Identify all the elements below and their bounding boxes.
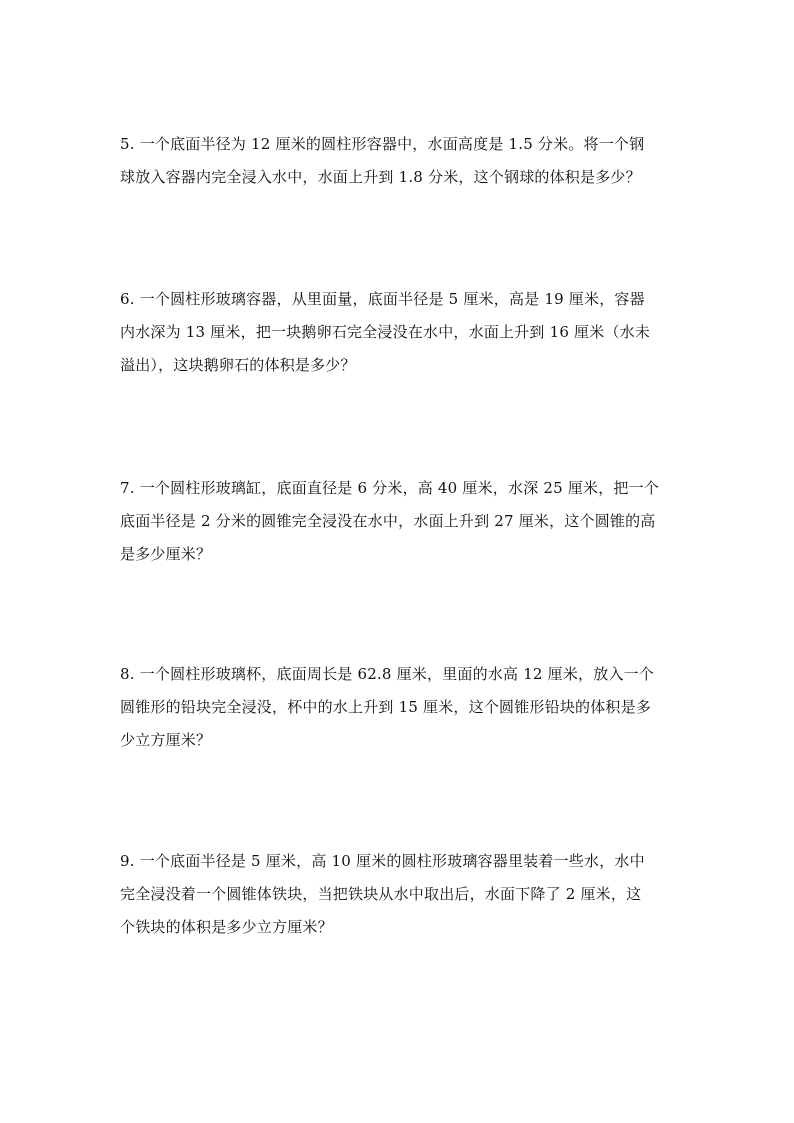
question-6-line-1: 6. 一个圆柱形玻璃容器，从里面量，底面半径是 5 厘米，高是 19 厘米，容器 <box>120 290 645 308</box>
question-9 <box>120 845 680 944</box>
question-6 <box>120 283 680 382</box>
question-8 <box>120 658 680 757</box>
question-7-line-2: 底面半径是 2 分米的圆锥完全浸没在水中，水面上升到 27 厘米，这个圆锥的高 <box>120 512 656 530</box>
question-5-line-2: 球放入容器内完全浸入水中，水面上升到 1.8 分米，这个钢球的体积是多少？ <box>120 168 641 186</box>
question-9-line-2: 完全浸没着一个圆锥体铁块，当把铁块从水中取出后，水面下降了 2 厘米，这 <box>120 885 642 903</box>
question-7-line-3: 是多少厘米？ <box>120 545 212 563</box>
question-9-line-3: 个铁块的体积是多少立方厘米？ <box>120 918 333 936</box>
question-9-number: 9. <box>120 852 135 870</box>
question-8-line-3: 少立方厘米？ <box>120 731 212 749</box>
question-7 <box>120 472 680 571</box>
question-8-line-1: 8. 一个圆柱形玻璃杯，底面周长是 62.8 厘米，里面的水高 12 厘米，放入一个 <box>120 665 655 683</box>
question-6-line-3: 溢出），这块鹅卵石的体积是多少？ <box>120 356 356 374</box>
question-9-line-1: 9. 一个底面半径是 5 厘米，高 10 厘米的圆柱形玻璃容器里装着一些水，水中 <box>120 852 645 870</box>
question-8-line-2: 圆锥形的铅块完全浸没，杯中的水上升到 15 厘米，这个圆锥形铅块的体积是多 <box>120 698 652 716</box>
question-6-number: 6. <box>120 290 135 308</box>
question-5-number: 5. <box>120 135 135 153</box>
question-7-number: 7. <box>120 479 135 497</box>
question-7-line-1: 7. 一个圆柱形玻璃缸，底面直径是 6 分米，高 40 厘米，水深 25 厘米，把一个 <box>120 479 660 497</box>
question-5-line-1: 5. 一个底面半径为 12 厘米的圆柱形容器中，水面高度是 1.5 分米。将一个钢 <box>120 135 645 153</box>
question-5 <box>120 128 680 194</box>
question-6-line-2: 内水深为 13 厘米，把一块鹅卵石完全浸没在水中，水面上升到 16 厘米（水未 <box>120 323 651 341</box>
question-8-number: 8. <box>120 665 135 683</box>
